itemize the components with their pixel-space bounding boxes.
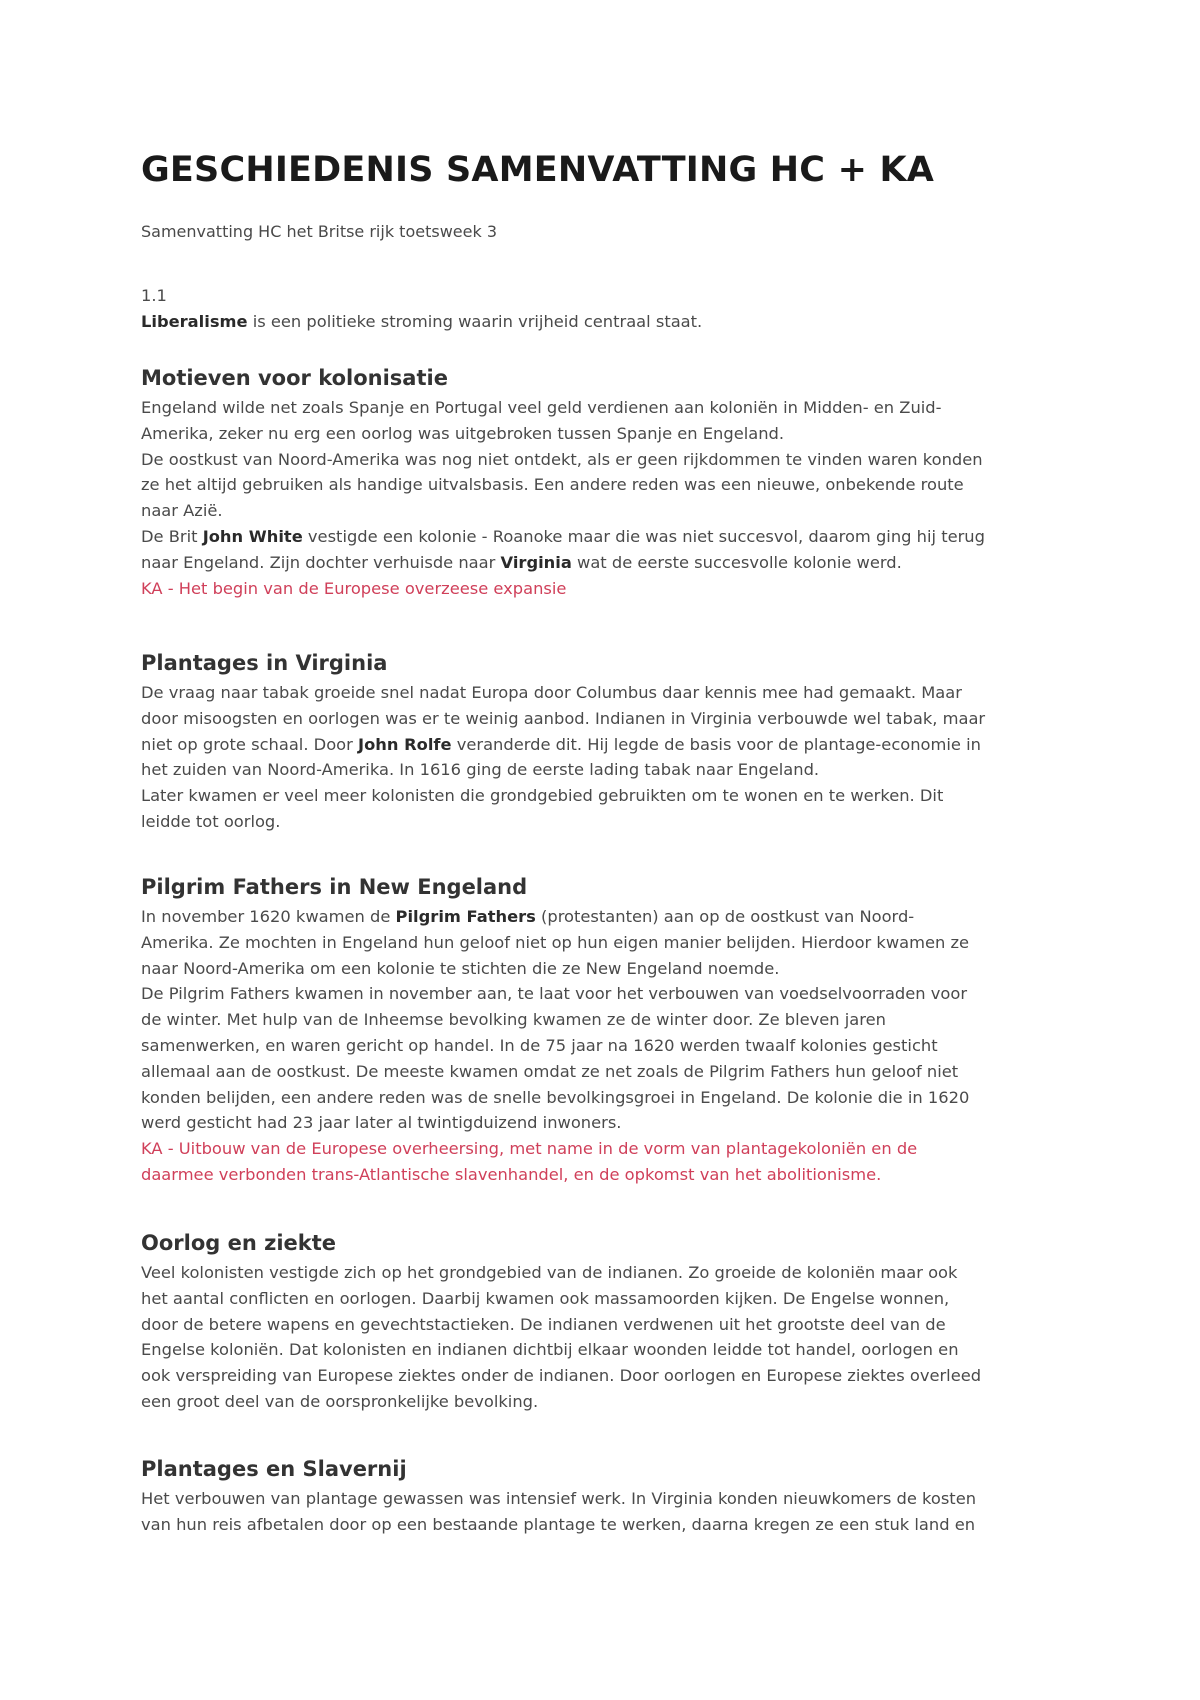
- text-line: ze het altijd gebruiken als handige uitvalsbasis. Een andere reden was een nieuwe, onbekende route: [141, 475, 964, 495]
- section-heading: Plantages en Slavernij: [141, 1457, 407, 1481]
- ka-reference: KA - Uitbouw van de Europese overheersing, met name in de vorm van plantagekoloniën en de: [141, 1139, 918, 1159]
- section-heading: Motieven voor kolonisatie: [141, 366, 448, 390]
- text-line: De oostkust van Noord-Amerika was nog niet ontdekt, als er geen rijkdommen te vinden waren konden: [141, 449, 983, 469]
- text-line: De Pilgrim Fathers kwamen in november aan, te laat voor het verbouwen van voedselvoorraden voor: [141, 984, 968, 1004]
- text-line: werd gesticht had 23 jaar later al twintigduizend inwoners.: [141, 1113, 622, 1133]
- text-line: het aantal conflicten en oorlogen. Daarbij kwamen ook massamoorden kijken. De Engelse wonnen,: [141, 1288, 950, 1308]
- section-heading: Pilgrim Fathers in New Engeland: [141, 875, 528, 899]
- intro-section: [141, 283, 1061, 335]
- text-line: Amerika. Ze mochten in Engeland hun geloof niet op hun eigen manier belijden. Hierdoor kwamen ze: [141, 932, 970, 952]
- section-number: 1.1: [141, 286, 167, 305]
- text-line: samenwerken, en waren gericht op handel. In de 75 jaar na 1620 werden twaalf kolonies gesticht: [141, 1035, 938, 1055]
- subtitle: Samenvatting HC het Britse rijk toetsweek 3: [141, 222, 497, 241]
- section-plantages-slavernij: [141, 1454, 1061, 1538]
- text-line: konden belijden, een andere reden was de snelle bevolkingsgroei in Engeland. De kolonie die in 1620: [141, 1087, 970, 1107]
- text-line: de winter. Met hulp van de Inheemse bevolking kwamen ze de winter door. Ze bleven jaren: [141, 1010, 886, 1030]
- term-bold: Liberalisme: [141, 311, 248, 331]
- text-line: door de betere wapens en gevechtstactieken. De indianen verdwenen uit het grootste deel van de: [141, 1314, 946, 1334]
- text-line: een groot deel van de oorspronkelijke bevolking.: [141, 1391, 539, 1411]
- text-line: allemaal aan de oostkust. De meeste kwamen omdat ze net zoals de Pilgrim Fathers hun geloof niet: [141, 1061, 959, 1081]
- text-line: van hun reis afbetalen door op een bestaande plantage te werken, daarna kregen ze een stuk land en: [141, 1514, 976, 1534]
- ka-reference: daarmee verbonden trans-Atlantische slavenhandel, en de opkomst van het abolitionisme.: [141, 1164, 882, 1184]
- text-line: De Brit John White vestigde een kolonie - Roanoke maar die was niet succesvol, daarom ging hij terug: [141, 526, 985, 546]
- section-oorlog-ziekte: [141, 1228, 1061, 1415]
- text-line: niet op grote schaal. Door John Rolfe veranderde dit. Hij legde de basis voor de plantage-economie in: [141, 734, 981, 754]
- text-line: In november 1620 kwamen de Pilgrim Fathers (protestanten) aan op de oostkust van Noord-: [141, 907, 915, 926]
- text-line: Engeland wilde net zoals Spanje en Portugal veel geld verdienen aan koloniën in Midden- en Zuid-: [141, 398, 942, 417]
- text-line: naar Noord-Amerika om een kolonie te stichten die ze New Engeland noemde.: [141, 958, 780, 978]
- text-line: De vraag naar tabak groeide snel nadat Europa door Columbus daar kennis mee had gemaakt. Maar: [141, 683, 962, 702]
- page-title: GESCHIEDENIS SAMENVATTING HC + KA: [141, 150, 935, 190]
- section-motieven: [141, 363, 1061, 601]
- text-line: het zuiden van Noord-Amerika. In 1616 ging de eerste lading tabak naar Engeland.: [141, 760, 820, 780]
- section-plantages-virginia: [141, 648, 1061, 835]
- text-line: door misoogsten en oorlogen was er te weinig aanbod. Indianen in Virginia verbouwde wel tabak, maar: [141, 708, 986, 728]
- intro-paragraph: Liberalisme is een politieke stroming waarin vrijheid centraal staat.: [141, 311, 703, 331]
- section-heading: Plantages in Virginia: [141, 651, 388, 675]
- text-line: ook verspreiding van Europese ziektes onder de indianen. Door oorlogen en Europese ziektes overleed: [141, 1366, 982, 1386]
- text-line: Engelse koloniën. Dat kolonisten en indianen dichtbij elkaar woonden leidde tot handel, oorlogen en: [141, 1340, 959, 1360]
- section-pilgrim-fathers: [141, 872, 1061, 1188]
- text-line: naar Azië.: [141, 501, 223, 521]
- ka-reference: KA - Het begin van de Europese overzeese expansie: [141, 578, 567, 598]
- text-line: Veel kolonisten vestigde zich op het grondgebied van de indianen. Zo groeide de koloniën maar ook: [141, 1263, 958, 1282]
- text-line: Amerika, zeker nu erg een oorlog was uitgebroken tussen Spanje en Engeland.: [141, 423, 785, 443]
- text-line: Het verbouwen van plantage gewassen was intensief werk. In Virginia konden nieuwkomers de kosten: [141, 1489, 977, 1508]
- text-line: naar Engeland. Zijn dochter verhuisde naar Virginia wat de eerste succesvolle kolonie werd.: [141, 552, 902, 572]
- text-line: Later kwamen er veel meer kolonisten die grondgebied gebruikten om te wonen en te werken. Dit: [141, 786, 944, 806]
- text-line: leidde tot oorlog.: [141, 811, 281, 831]
- section-heading: Oorlog en ziekte: [141, 1231, 337, 1255]
